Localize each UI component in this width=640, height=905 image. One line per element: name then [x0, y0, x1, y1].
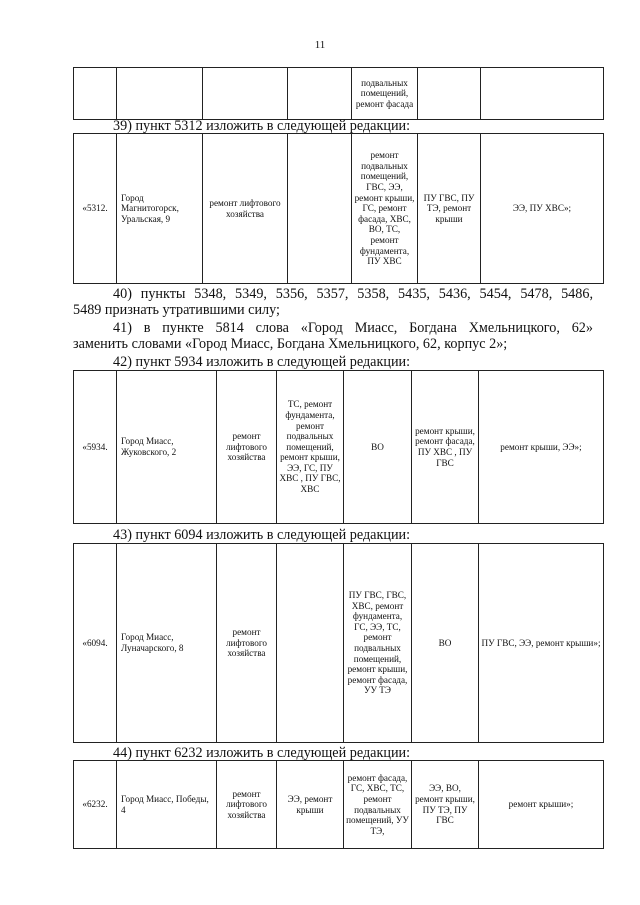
paragraph-41: [73, 320, 593, 352]
cell-work-1: ремонт лифтового хозяйства: [217, 371, 277, 524]
cell-work-4: ВО: [412, 544, 479, 743]
paragraph-41-line-2: заменить словами «Город Миасс, Богдана Хмельницкого, 62, корпус 2»;: [73, 336, 508, 352]
cell-work-2: [288, 68, 352, 120]
cell-number: «5934.: [74, 371, 117, 524]
table-5934: [73, 370, 604, 524]
table-5312: [73, 133, 604, 284]
cell-work-3: подвальных помещений, ремонт фасада: [352, 68, 418, 120]
cell-work-3: ВО: [344, 371, 412, 524]
cell-work-5: [481, 68, 604, 120]
cell-address: Город Миасс, Победы, 4: [117, 761, 217, 849]
table-continuation: [73, 67, 604, 120]
cell-work-5: ремонт крыши, ЭЭ»;: [479, 371, 604, 524]
table-row: [74, 68, 604, 120]
cell-address: [117, 68, 203, 120]
table-6232: [73, 760, 604, 849]
table-row: [74, 544, 604, 743]
paragraph-44: 44) пункт 6232 изложить в следующей редакции:: [113, 745, 411, 761]
cell-address: Город Магнитогорск, Уральская, 9: [117, 134, 203, 284]
cell-work-2: [288, 134, 352, 284]
cell-work-2: ТС, ремонт фундамента, ремонт подвальных помещений, ремонт крыши, ЭЭ, ГС, ПУ ХВС , ПУ ГВС, ХВС: [277, 371, 344, 524]
cell-work-1: ремонт лифтового хозяйства: [217, 761, 277, 849]
table-row: [74, 134, 604, 284]
cell-number: «6094.: [74, 544, 117, 743]
cell-work-4: ПУ ГВС, ПУ ТЭ, ремонт крыши: [418, 134, 481, 284]
cell-work-5: ремонт крыши»;: [479, 761, 604, 849]
cell-work-1: ремонт лифтового хозяйства: [203, 134, 288, 284]
cell-number: [74, 68, 117, 120]
cell-work-5: ЭЭ, ПУ ХВС»;: [481, 134, 604, 284]
cell-work-3: ремонт фасада, ГС, ХВС, ТС, ремонт подвальных помещений, УУ ТЭ,: [344, 761, 412, 849]
paragraph-42: 42) пункт 5934 изложить в следующей редакции:: [113, 354, 411, 370]
cell-work-4: [418, 68, 481, 120]
cell-address: Город Миасс, Жуковского, 2: [117, 371, 217, 524]
cell-work-1: ремонт лифтового хозяйства: [217, 544, 277, 743]
paragraph-40-line-1: 40) пункты 5348, 5349, 5356, 5357, 5358, 5435, 5436, 5454, 5478, 5486,: [113, 286, 593, 302]
paragraph-40-line-2: 5489 признать утратившими силу;: [73, 302, 280, 318]
page-number: 11: [314, 39, 326, 51]
cell-work-4: ремонт крыши, ремонт фасада, ПУ ХВС , ПУ ГВС: [412, 371, 479, 524]
cell-work-3: ремонт подвальных помещений, ГВС, ЭЭ, ремонт крыши, ГС, ремонт фасада, ХВС, ВО, ТС, ремонт фундамента, ПУ ХВС: [352, 134, 418, 284]
table-row: [74, 371, 604, 524]
cell-work-1: [203, 68, 288, 120]
paragraph-43: 43) пункт 6094 изложить в следующей редакции:: [113, 527, 411, 543]
cell-work-4: ЭЭ, ВО, ремонт крыши, ПУ ТЭ, ПУ ГВС: [412, 761, 479, 849]
cell-number: «6232.: [74, 761, 117, 849]
cell-work-5: ПУ ГВС, ЭЭ, ремонт крыши»;: [479, 544, 604, 743]
paragraph-41-line-1: 41) в пункте 5814 слова «Город Миасс, Богдана Хмельницкого, 62»: [113, 320, 593, 336]
table-6094: [73, 543, 604, 743]
paragraph-39: 39) пункт 5312 изложить в следующей редакции:: [113, 118, 411, 134]
cell-work-3: ПУ ГВС, ГВС, ХВС, ремонт фундамента, ГС, ЭЭ, ТС, ремонт подвальных помещений, ремонт крыши, ремонт фасада, УУ ТЭ: [344, 544, 412, 743]
cell-address: Город Миасс, Луначарского, 8: [117, 544, 217, 743]
cell-work-2: [277, 544, 344, 743]
table-row: [74, 761, 604, 849]
cell-number: «5312.: [74, 134, 117, 284]
cell-work-2: ЭЭ, ремонт крыши: [277, 761, 344, 849]
paragraph-40: [73, 286, 593, 318]
